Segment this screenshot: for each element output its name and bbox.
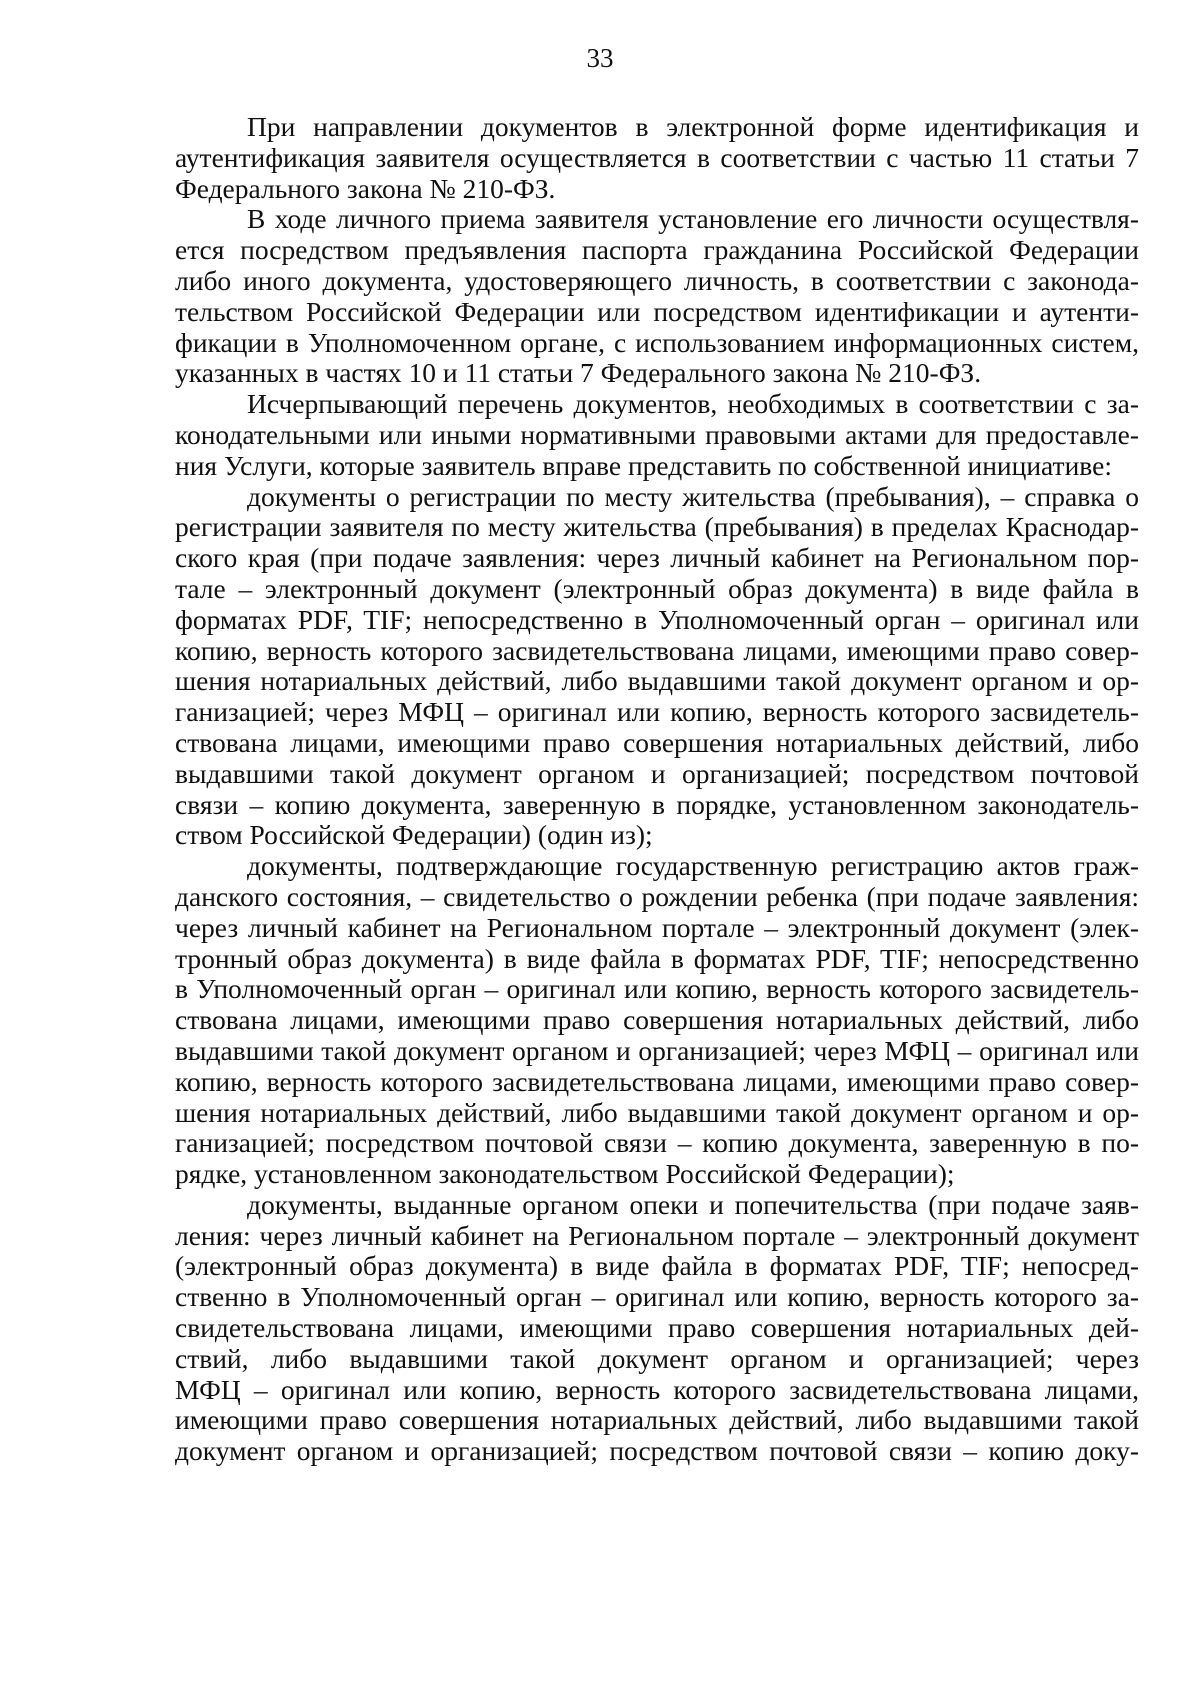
text-line: копию, верность которого засвидетельствована лицами, имеющими право совер-: [175, 1065, 1139, 1097]
text-line: МФЦ – оригинал или копию, верность которого засвидетельствована лицами,: [175, 1373, 1139, 1405]
text-line: свидетельствована лицами, имеющими право совершения нотариальных дей-: [175, 1312, 1139, 1344]
text-line: имеющими право совершения нотариальных действий, либо выдавшими такой: [175, 1404, 1139, 1436]
text-line: документы, выданные органом опеки и попечительства (при подаче заяв-: [247, 1188, 1139, 1220]
text-line: ством Российской Федерации) (один из);: [175, 819, 653, 851]
text-line: ганизацией; посредством почтовой связи – копию документа, заверенную в по-: [175, 1127, 1139, 1159]
paragraph: [175, 204, 1139, 389]
text-line: форматах PDF, TIF; непосредственно в Уполномоченный орган – оригинал или: [175, 603, 1139, 635]
text-line: В ходе личного приема заявителя установление его личности осуществля-: [247, 203, 1139, 235]
text-line: регистрации заявителя по месту жительства (пребывания) в пределах Краснодар-: [175, 511, 1139, 543]
text-line: в Уполномоченный орган – оригинал или копию, верность которого засвидетель-: [175, 973, 1139, 1005]
text-line: данского состояния, – свидетельство о рождении ребенка (при подаче заявления:: [175, 880, 1139, 912]
text-line: конодательными или иными нормативными правовыми актами для предоставле-: [175, 418, 1139, 450]
text-line: тельством Российской Федерации или посредством идентификации и аутенти-: [175, 295, 1139, 327]
paragraph: [175, 112, 1139, 204]
text-line: выдавшими такой документ органом и организацией; посредством почтовой: [175, 757, 1139, 789]
text-line: документы о регистрации по месту жительства (пребывания), – справка о: [247, 480, 1139, 512]
text-line: рядке, установленном законодательством Российской Федерации);: [175, 1158, 955, 1190]
text-line: фикации в Уполномоченном органе, с использованием информационных систем,: [175, 326, 1139, 358]
text-line: (электронный образ документа) в виде файла в форматах PDF, TIF; непосред-: [175, 1250, 1139, 1282]
page-number: 33: [586, 43, 614, 73]
text-line: ления: через личный кабинет на Региональном портале – электронный документ: [175, 1219, 1139, 1251]
text-line: ганизацией; через МФЦ – оригинал или копию, верность которого засвидетель-: [175, 696, 1139, 728]
text-line: тронный образ документа) в виде файла в форматах PDF, TIF; непосредственно: [175, 942, 1139, 974]
text-line: шения нотариальных действий, либо выдавшими такой документ органом и ор-: [175, 1096, 1139, 1128]
text-line: выдавшими такой документ органом и организацией; через МФЦ – оригинал или: [175, 1034, 1139, 1066]
text-line: Исчерпывающий перечень документов, необходимых в соответствии с за-: [247, 388, 1139, 420]
text-line: ского края (при подаче заявления: через личный кабинет на Региональном пор-: [175, 542, 1139, 574]
text-line: связи – копию документа, заверенную в порядке, установленном законодатель-: [175, 788, 1139, 820]
text-line: либо иного документа, удостоверяющего личность, в соответствии с законода-: [175, 264, 1139, 296]
text-line: тале – электронный документ (электронный образ документа) в виде файла в: [175, 572, 1139, 604]
text-line: документы, подтверждающие государственную регистрацию актов граж-: [247, 850, 1139, 882]
body-text: [175, 112, 1139, 1467]
paragraph: [175, 1190, 1139, 1467]
text-line: указанных в частях 10 и 11 статьи 7 Федерального закона № 210-ФЗ.: [175, 357, 982, 389]
text-line: ственно в Уполномоченный орган – оригинал или копию, верность которого за-: [175, 1281, 1139, 1313]
paragraph: [175, 851, 1139, 1190]
text-line: ствована лицами, имеющими право совершения нотариальных действий, либо: [175, 1004, 1139, 1036]
text-line: шения нотариальных действий, либо выдавшими такой документ органом и ор-: [175, 665, 1139, 697]
text-line: ствована лицами, имеющими право совершения нотариальных действий, либо: [175, 726, 1139, 758]
text-line: ствий, либо выдавшими такой документ органом и организацией; через: [175, 1342, 1139, 1374]
text-line: При направлении документов в электронной форме идентификация и: [247, 111, 1139, 142]
text-line: Федерального закона № 210-ФЗ.: [175, 172, 556, 204]
text-line: ния Услуги, которые заявитель вправе представить по собственной инициативе:: [175, 449, 1112, 481]
paragraph: [175, 482, 1139, 852]
paragraph: [175, 389, 1139, 481]
text-line: документ органом и организацией; посредством почтовой связи – копию доку-: [175, 1435, 1139, 1467]
text-line: ется посредством предъявления паспорта гражданина Российской Федерации: [175, 234, 1139, 266]
text-line: через личный кабинет на Региональном портале – электронный документ (элек-: [175, 911, 1139, 943]
text-line: аутентификация заявителя осуществляется в соответствии с частью 11 статьи 7: [175, 141, 1139, 173]
text-line: копию, верность которого засвидетельствована лицами, имеющими право совер-: [175, 634, 1139, 666]
